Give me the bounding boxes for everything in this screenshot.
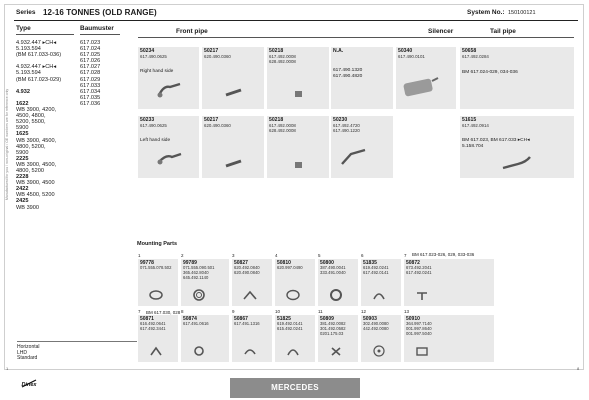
legend-divider [17,341,137,342]
baumuster-entry: 617.036 [80,100,101,107]
part-cell[interactable] [202,116,264,178]
mounting-item-number: 10 [275,309,281,314]
type-entry: 1622 [16,100,29,107]
page-title: 12-16 TONNES (OLD RANGE) [43,8,157,17]
part-number: 50340 [398,48,413,54]
baumuster-list [80,40,100,107]
oe-number: 302.490.0080 442.492.0080 [363,321,389,331]
system-number: 150100121 [508,9,536,16]
mounting-item-number: 7 [138,309,141,314]
type-entry: 2225 [16,155,29,162]
part-cell[interactable] [138,47,199,109]
oe-number: 620.492.0840 620.490.0840 [234,265,260,275]
part-number: 50871 [140,316,154,322]
type-entry: (BM 617.033-036) [16,52,62,59]
mounting-item-number: 6 [361,253,364,258]
brand-banner: MERCEDES [230,378,360,398]
type-entry: WB 3900, 4200, [16,107,57,114]
flange-icon [293,89,305,99]
part-number: 50810 [277,260,291,266]
baumuster-entry: 617.035 [80,94,101,101]
mounting-part-icon [242,289,258,302]
baumuster-entry: 617.028 [80,70,101,77]
mounting-item-number: 3 [232,253,235,258]
part-number: 50217 [204,117,219,123]
legend [17,345,40,362]
baumuster-entry: 617.034 [80,88,101,95]
mounting-part-cell[interactable] [318,315,358,362]
mounting-item-number: 9 [232,309,235,314]
part-number: 50910 [406,316,420,322]
type-entry: 4800, 5200 [16,167,44,174]
pipe-section-icon [224,87,244,99]
mounting-part-icon [148,289,164,302]
mounting-part-cell[interactable] [232,259,272,306]
baumuster-entry: 617.023 [80,40,101,46]
type-entry: 4800, 5200, [16,143,46,150]
mounting-item-number: 2 [181,253,184,258]
part-cell[interactable] [138,116,199,178]
type-entry: 4500, 4800, [16,113,46,120]
oe-number: 620.490.0360 [204,53,231,59]
type-column-header: Type [16,25,31,32]
oe-number: 617.490.0101 [398,53,425,59]
part-cell[interactable] [202,47,264,109]
mounting-part-cell[interactable] [138,315,178,362]
mounting-part-icon [285,289,301,302]
part-number: 51615 [462,117,477,123]
pipe-section-icon [224,158,244,170]
oe-number: 617.491.1316 [234,321,260,326]
mounting-part-icon [242,345,258,358]
front-pipe-icon [156,81,184,99]
mounting-part-icon [148,345,164,358]
part-number: 50872 [406,260,420,266]
oe-number: 673.492.2041 617.492.0241 [406,265,432,275]
right-hand-note: Right hand side [140,69,174,74]
dinex-logo [20,377,38,391]
part-number: 99789 [183,260,197,266]
mounting-part-cell[interactable] [404,315,494,362]
mounting-part-cell[interactable] [181,315,229,362]
baumuster-column-header: Baumuster [80,25,114,32]
type-entry: 2228 [16,174,29,181]
part-number: 50234 [140,48,155,54]
page-mark-left: 1 [6,366,9,371]
mounting-item-number: 1 [138,253,141,258]
type-entry: WB 3900 [16,204,40,211]
mounting-part-icon [328,345,344,358]
tail-pipe-bm-note: BM 617.023, BM 617.033 ▸CH◂ [462,138,530,143]
part-number: 50233 [140,117,155,123]
mounting-item-number: 8 [181,309,184,314]
part-number: 50867 [234,316,248,322]
oe-number: 617.492.4720 617.490.1220 [333,122,360,133]
tail-pipe-bm-note: BM 617.024-029, 034-036 [462,70,518,75]
left-hand-note: Left hand side [140,138,171,143]
part-number: 50218 [269,117,284,123]
oe-number: 616.492.0641 617.492.3441 [140,321,166,331]
oe-number: 071.555.078.502 [140,265,172,270]
mounting-part-icon [191,289,207,302]
type-header-rule [16,34,74,35]
oe-number: 617.492.0008 628.492.0008 [269,53,296,64]
oe-number: 619.492.0141 615.492.0241 [277,321,303,331]
mounting-item-number: 5 [318,253,321,258]
baumuster-entry: 617.029 [80,76,101,83]
mounting-item-number: 4 [275,253,278,258]
oe-number: 617.490.0625 [140,122,167,128]
type-entry: WB 4500, 5200 [16,192,55,199]
part-number: 99778 [140,260,154,266]
part-number: 51825 [277,316,291,322]
series-label: Series [16,9,36,16]
part-cell[interactable] [331,116,393,178]
part-number: 50658 [462,48,477,54]
type-entry: 5900 [16,149,29,156]
mounting-part-icon [414,289,430,302]
type-entry: 5.193.594 [16,46,41,53]
oe-number: 620.997.0490 [277,265,303,270]
mounting-part-cell[interactable] [404,259,494,306]
legend-item: Standard [17,355,38,362]
tail-pipe-icon [500,154,540,174]
mounting-part-cell[interactable] [275,315,315,362]
type-entry: 4.932.447 ▸CH◂ [16,40,57,46]
mounting-part-cell[interactable] [318,259,358,306]
type-list [16,40,78,211]
mounting-item-number: 7 [404,253,407,258]
part-cell[interactable] [460,47,574,109]
legend-item: LHD [17,349,28,356]
tail-pipe-bm-note-ref: 5.158.704 [462,144,484,149]
side-note: Manufactured for you / non-original / OE numbers are for reference only [5,88,9,200]
mounting-part-icon [371,289,387,302]
intermediate-pipe-icon [339,146,369,168]
baumuster-entry: 617.024 [80,46,101,53]
mounting-part-cell[interactable] [361,315,401,362]
na-reference: 617.490.1320 617.490.4820 [333,68,363,79]
type-entry: WB 3900, 4500 [16,180,55,187]
mounting-part-icon [414,345,430,358]
mounting-part-icon [191,345,207,358]
baumuster-header-rule [80,34,120,35]
part-number: 50809 [320,316,334,322]
oe-number: 617.492.0284 [462,53,489,59]
mounting-part-cell[interactable] [181,259,229,306]
part-cell[interactable] [267,47,329,109]
mounting-part-cell[interactable] [138,259,178,306]
part-number: 50903 [363,316,377,322]
header-divider [14,20,578,21]
baumuster-entry: 617.033 [80,82,101,89]
oe-number: 617.491.0616 [183,321,209,326]
flange-icon [293,160,305,170]
mounting-row2-bm-note: BM 617.030, 028 [146,310,181,315]
mounting-item-number: 12 [361,309,367,314]
mounting-parts-heading: Mounting Parts [137,241,178,247]
oe-number: 620.490.0360 [204,122,231,128]
type-entry: 4.932.447 ▸CH◂ 5.193.594 [16,64,57,77]
legend-item: Horizontal [17,344,40,350]
mounting-item-number: 13 [404,309,410,314]
type-entry: (BM 617.023-029) [16,76,62,83]
mounting-part-icon [285,345,301,358]
type-entry: WB 3900, 4500, [16,137,57,144]
type-entry: 1625 [16,131,29,138]
type-entry: 5900 [16,125,29,132]
type-entry: WB 3900, 4500, [16,161,57,168]
part-number: N.A. [333,48,344,54]
front-pipe-header: Front pipe [176,28,208,35]
mounting-part-cell[interactable] [275,259,315,306]
mounting-part-icon [328,289,344,302]
mounting-part-icon [371,345,387,358]
part-number: 50874 [183,316,197,322]
oe-number: 617.490.0625 [140,53,167,59]
mounting-part-cell[interactable] [232,315,272,362]
mounting-part-cell[interactable] [361,259,401,306]
system-label: System No.: [467,9,505,16]
part-cell[interactable] [396,47,456,109]
type-entry: 4.932 [16,88,30,95]
part-number: 50800 [320,260,334,266]
baumuster-entry: 617.027 [80,64,101,71]
part-cell[interactable] [267,116,329,178]
tail-pipe-header: Tail pipe [490,28,516,35]
silencer-header: Silencer [428,28,454,35]
page-mark-right: 8 [577,366,580,371]
parts-header-rule [138,37,574,38]
part-number: 51835 [363,260,377,266]
part-number: 50230 [333,117,348,123]
oe-number: 617.492.0914 [462,122,489,128]
type-entry: 5200, 5500, [16,119,46,126]
silencer-icon [400,75,440,101]
part-number: 50827 [234,260,248,266]
baumuster-entry: 617.025 [80,52,101,59]
oe-number: 617.492.0008 628.492.0008 [269,122,296,133]
mounting-item-number: 11 [318,309,323,314]
part-number: 50217 [204,48,219,54]
oe-number: 381.492.0082 301.492.0582 0201.175.03 [320,321,346,336]
oe-number: 071.555.090.501 365.462.8040 645.492.1140 [183,265,215,280]
svg-text:Dinex: Dinex [21,382,37,388]
oe-number: 619.492.0241 617.492.0141 [363,265,389,275]
oe-number: 387.490.0041 333.491.0040 [320,265,346,275]
baumuster-entry: 617.026 [80,58,101,65]
front-pipe-icon [156,150,184,168]
part-number: 50218 [269,48,284,54]
mounting-row1-bm-note: BM 617.023-026, 029, 033-036 [412,252,475,257]
oe-number: 364.997.7140 001.997.8640 001.997.5040 [406,321,432,336]
type-entry: 2422 [16,186,29,193]
type-entry: 2425 [16,198,29,205]
